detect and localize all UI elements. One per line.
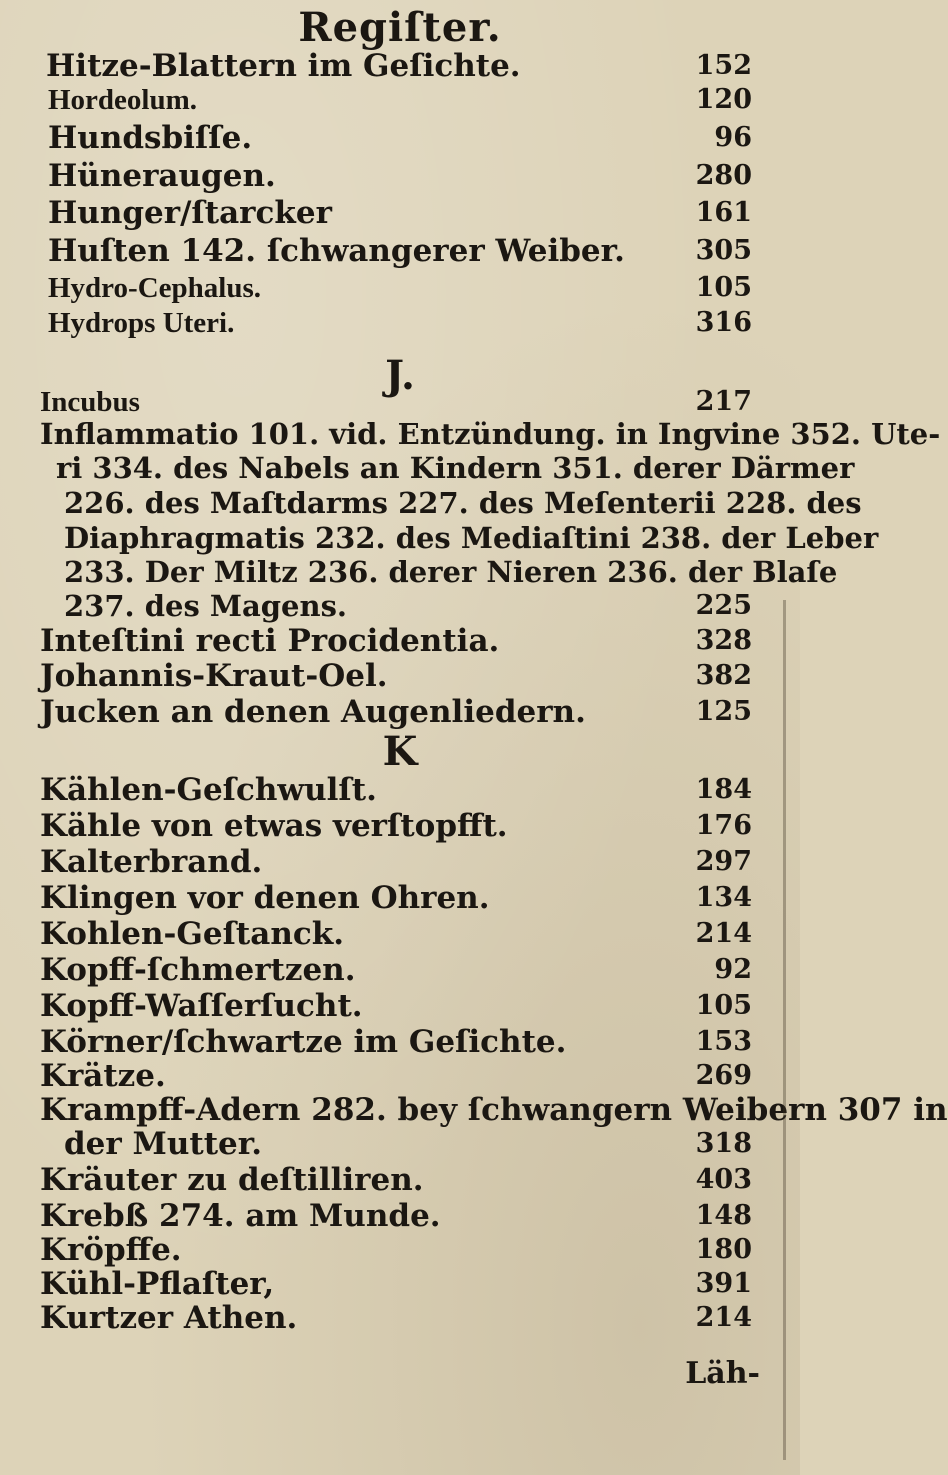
entry-page: 403 xyxy=(695,1164,752,1195)
entry-page: 280 xyxy=(695,160,752,191)
entry-page: 134 xyxy=(695,882,752,913)
register-entry xyxy=(0,656,800,696)
register-entry xyxy=(0,692,800,732)
entry-text: Krätze. xyxy=(40,1058,166,1094)
entry-page: 316 xyxy=(695,307,752,338)
entry-text: Krampff-Adern 282. bey ſchwangern Weibern 307 in xyxy=(40,1092,948,1128)
entry-text: 226. des Maſtdarms 227. des Meſenterii 228. des xyxy=(64,486,862,520)
entry-text: 237. des Magens. xyxy=(64,589,348,623)
section-letter-j: J. xyxy=(385,352,415,399)
entry-text: Jucken an denen Augenliedern. xyxy=(40,694,586,730)
entry-text: Kählen-Geſchwulſt. xyxy=(40,772,377,808)
entry-page: 96 xyxy=(714,122,752,153)
register-entry xyxy=(0,586,800,626)
entry-page: 318 xyxy=(695,1128,752,1159)
entry-text: Kalterbrand. xyxy=(40,844,263,880)
entry-page: 328 xyxy=(695,625,752,656)
entry-text: Hüneraugen. xyxy=(48,158,276,194)
entry-page: 105 xyxy=(695,272,752,303)
section-letter-k: K xyxy=(382,728,418,775)
register-entry xyxy=(0,842,800,882)
entry-page: 176 xyxy=(695,810,752,841)
entry-page: 382 xyxy=(695,660,752,691)
entry-text: Hydrops Uteri. xyxy=(48,307,235,339)
entry-text: Hitze-Blattern im Geſichte. xyxy=(46,48,521,84)
entry-page: 269 xyxy=(695,1060,752,1091)
entry-text: Incubus xyxy=(40,386,140,418)
entry-text: Hydro-Cephalus. xyxy=(48,272,261,304)
register-entry xyxy=(0,156,800,196)
entry-page: 105 xyxy=(695,990,752,1021)
register-entry xyxy=(0,303,800,343)
entry-page: 217 xyxy=(695,386,752,417)
entry-text: Inteſtini recti Procidentia. xyxy=(40,623,500,659)
register-entry xyxy=(0,1124,800,1164)
register-entry xyxy=(0,1160,800,1200)
entry-page: 125 xyxy=(695,696,752,727)
register-entry xyxy=(0,448,855,488)
register-entry xyxy=(0,986,800,1026)
entry-text: der Mutter. xyxy=(64,1126,263,1162)
entry-text: Hordeolum. xyxy=(48,84,198,116)
register-entry xyxy=(0,878,800,918)
entry-text: Johannis-Kraut-Oel. xyxy=(40,658,388,694)
register-entry xyxy=(0,914,800,954)
entry-page: 214 xyxy=(695,918,752,949)
entry-text: Kurtzer Athen. xyxy=(40,1300,298,1336)
entry-page: 214 xyxy=(695,1302,752,1333)
page-title: Regiſter. xyxy=(298,4,502,51)
entry-text: Kähle von etwas verſtopfft. xyxy=(40,808,508,844)
entry-text: Klingen vor denen Ohren. xyxy=(40,880,490,916)
entry-page: 92 xyxy=(714,954,752,985)
entry-text: Kopff-Waſſerſucht. xyxy=(40,988,363,1024)
entry-text: 233. Der Miltz 236. derer Nieren 236. der Blaſe xyxy=(64,555,838,589)
register-entry xyxy=(0,231,800,271)
entry-text: Hunger/ſtarcker xyxy=(48,195,332,231)
register-entry xyxy=(0,118,800,158)
register-entry xyxy=(0,80,800,120)
entry-text: Kröpffe. xyxy=(40,1232,182,1268)
entry-page: 184 xyxy=(695,774,752,805)
register-entry xyxy=(0,1298,800,1338)
register-entry xyxy=(0,268,800,308)
entry-page: 148 xyxy=(695,1200,752,1231)
register-entry xyxy=(0,193,800,233)
register-entry xyxy=(0,483,862,523)
entry-text: Hundsbiſſe. xyxy=(48,120,253,156)
entry-page: 120 xyxy=(695,84,752,115)
entry-text: Krebß 274. am Munde. xyxy=(40,1198,441,1234)
entry-page: 225 xyxy=(695,590,752,621)
entry-text: Kopff-ſchmertzen. xyxy=(40,952,356,988)
entry-page: 153 xyxy=(695,1026,752,1057)
entry-page: 391 xyxy=(695,1268,752,1299)
catchword: Läh- xyxy=(685,1356,760,1391)
entry-text: Körner/ſchwartze im Geſichte. xyxy=(40,1024,567,1060)
entry-text: ri 334. des Nabels an Kindern 351. derer Därmer xyxy=(56,451,855,485)
entry-page: 161 xyxy=(695,197,752,228)
entry-text: Kohlen-Geſtanck. xyxy=(40,916,345,952)
entry-text: Kräuter zu deſtilliren. xyxy=(40,1162,424,1198)
entry-text: Inflammatio 101. vid. Entzündung. in Ingvine 352. Ute- xyxy=(40,417,941,451)
register-entry xyxy=(0,806,800,846)
entry-text: Diaphragmatis 232. des Mediaſtini 238. der Leber xyxy=(64,521,879,555)
page-edge-divider xyxy=(783,600,786,1460)
entry-page: 152 xyxy=(695,50,752,81)
register-entry xyxy=(0,621,800,661)
entry-page: 180 xyxy=(695,1234,752,1265)
register-entry xyxy=(0,950,800,990)
register-entry xyxy=(0,770,800,810)
entry-page: 297 xyxy=(695,846,752,877)
entry-text: Kühl-Pflaſter, xyxy=(40,1266,275,1302)
entry-page: 305 xyxy=(695,235,752,266)
entry-text: Huſten 142. ſchwangerer Weiber. xyxy=(48,233,625,269)
